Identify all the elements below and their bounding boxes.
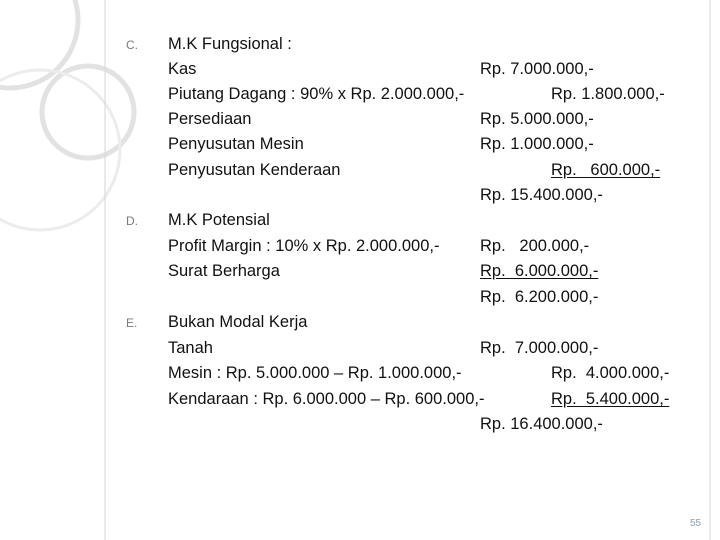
section-c-item-label: Penyusutan Mesin [168,135,304,153]
section-d-title: M.K Potensial [168,211,270,229]
section-e-item-label: Tanah [168,339,213,357]
section-c-total: Rp. 15.400.000,- [480,186,603,204]
section-d-item-label: Profit Margin : 10% x Rp. 2.000.000,- [168,237,440,255]
section-e-item-label: Kendaraan : Rp. 6.000.000 – Rp. 600.000,- [168,390,485,408]
section-c-item-label: Kas [168,60,197,78]
section-e-total: Rp. 16.400.000,- [480,415,603,433]
section-c-item-amount: Rp. 7.000.000,- [480,60,594,78]
section-c-item-amount: Rp. 1.800.000,- [551,85,665,103]
decor-circle-small [42,66,134,158]
section-c-item-amount: Rp. 600.000,- [551,161,661,179]
decor-circle-large [0,0,78,88]
section-d-item-amount: Rp. 200.000,- [480,237,590,255]
section-c-item-amount: Rp. 1.000.000,- [480,135,594,153]
decor-circle-ring [0,70,120,230]
section-e-item-amount: Rp. 5.400.000,- [551,390,670,408]
page-number: 55 [690,518,702,529]
section-c-item-label: Persediaan [168,110,252,128]
section-c-marker: C. [126,38,138,52]
section-e-item-amount: Rp. 7.000.000,- [480,339,599,357]
section-c-item-label: Penyusutan Kenderaan [168,161,341,179]
section-d-item-amount: Rp. 6.000.000,- [480,262,599,280]
section-e-marker: E. [126,316,138,330]
section-d-item-label: Surat Berharga [168,262,280,280]
section-c-title: M.K Fungsional : [168,35,292,53]
section-d-marker: D. [126,214,138,228]
section-c-item-amount: Rp. 5.000.000,- [480,110,594,128]
section-e-item-label: Mesin : Rp. 5.000.000 – Rp. 1.000.000,- [168,364,462,382]
section-e-title: Bukan Modal Kerja [168,313,308,331]
section-c-item-label: Piutang Dagang : 90% x Rp. 2.000.000,- [168,85,465,103]
section-d-total: Rp. 6.200.000,- [480,288,599,306]
section-e-item-amount: Rp. 4.000.000,- [551,364,670,382]
